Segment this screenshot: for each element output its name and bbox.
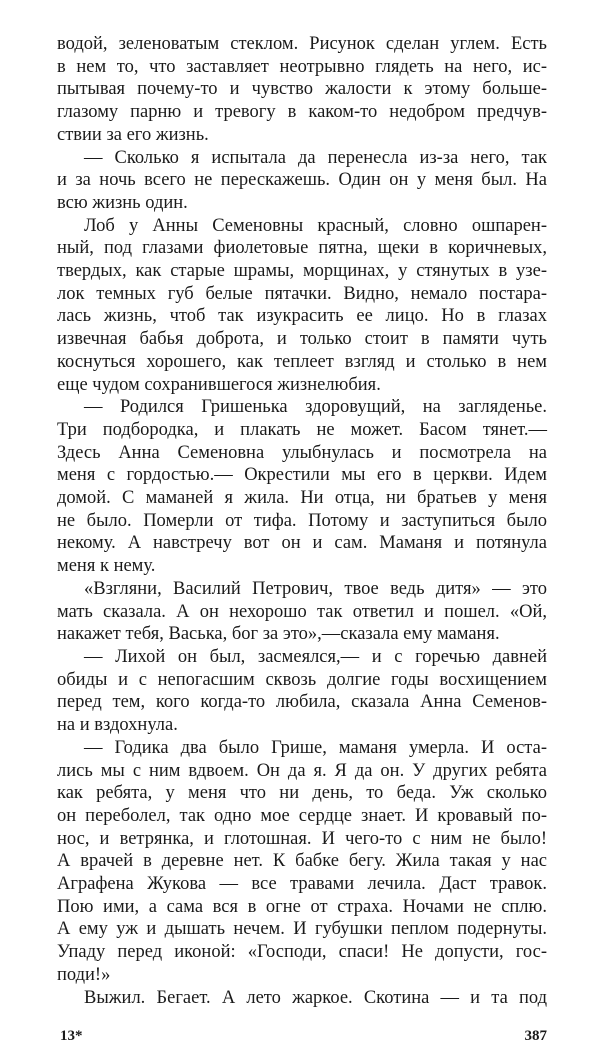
text-line: извечная бабья доброта, и только стоит в памяти чуть [57,329,547,350]
paragraph [57,396,547,578]
text-line: Аграфена Жукова — все травами лечила. Даст травок. [57,874,547,895]
text-line: — Лихой он был, засмеялся,— и с горечью давней [84,646,547,667]
printer-signature-mark: 13* [60,1028,83,1045]
paragraph [57,215,547,397]
text-line: ный, под глазами фиолетовые пятна, щеки в коричневых, [57,238,547,259]
text-line: он переболел, так одно мое сердце знает. И кровавый по- [57,805,547,826]
paragraph [57,147,547,215]
text-line: А ему уж и дышать нечем. И губушки пеплом подернуты. [57,919,547,940]
text-line: Три подбородка, и плакать не может. Басом тянет.— [57,419,547,440]
page-footer [60,1027,547,1045]
text-line: меня к нему. [57,556,156,577]
paragraph [57,646,547,737]
text-line: Выжил. Бегает. А лето жаркое. Скотина — и та под [84,987,547,1008]
text-line: некому. А навстречу вот он и сам. Маманя и потянула [57,533,547,554]
text-line: ствии за его жизнь. [57,124,209,145]
text-line: накажет тебя, Васька, бог за это»,—сказала ему маманя. [57,624,500,645]
text-line: как ребята, у меня что ни день, то беда. Уж сколько [57,783,547,804]
text-line: «Взгляни, Василий Петрович, твое ведь дитя» — это [84,578,547,599]
text-line: — Родился Гришенька здоровущий, на загляденье. [84,397,547,418]
text-line: меня с гордостью.— Окрестили мы его в церкви. Идем [57,465,547,486]
text-line: еще чудом сохранившегося жизнелюбия. [57,374,381,395]
page-body-text [57,0,547,1009]
text-line: Здесь Анна Семеновна улыбнулась и посмотрела на [57,442,547,463]
text-line: поди!» [57,964,111,985]
text-line: Упаду перед иконой: «Господи, спаси! Не допусти, гос- [57,942,547,963]
text-line: Лоб у Анны Семеновны красный, словно ошпарен- [84,215,547,236]
page-number: 387 [524,1028,547,1045]
text-line: — Сколько я испытала да перенесла из-за него, так [84,147,547,168]
text-line: домой. С маманей я жила. Ни отца, ни братьев у меня [57,488,547,509]
paragraph [57,737,547,987]
text-line: — Годика два было Грише, маманя умерла. И оста- [84,737,547,758]
text-line: водой, зеленоватым стеклом. Рисунок сделан углем. Есть [57,34,547,54]
text-line: лись мы с ним вдвоем. Он да я. Я да он. У других ребята [57,760,547,781]
text-line: обиды и с непогасшим сквозь долгие годы восхищением [57,669,547,690]
text-line: мать сказала. А он нехорошо так ответил и пошел. «Ой, [57,601,547,622]
paragraph [57,33,547,147]
text-line: твердых, как старые шрамы, морщинах, у стянутых в узе- [57,261,547,282]
text-line: и за ночь всего не перескажешь. Один он у меня был. На [57,170,547,191]
text-line: всю жизнь один. [57,192,188,213]
text-line: в нем то, что заставляет неотрывно глядеть на него, ис- [57,56,547,77]
paragraph [57,578,547,646]
text-line: А врачей в деревне нет. К бабке бегу. Жила такая у нас [57,851,547,872]
text-line: на и вздохнула. [57,715,178,736]
text-line: Пою ими, а сама вся в огне от страха. Ночами не сплю. [57,896,547,917]
text-line: лок темных губ белые пятачки. Видно, немало постара- [57,283,547,304]
text-line: не было. Померли от тифа. Потому и заступиться было [57,510,547,531]
text-line: перед тем, кого когда-то любила, сказала Анна Семенов- [57,692,547,713]
text-line: глазому парню и тревогу в каком-то недобром предчув- [57,102,547,123]
paragraph [57,987,547,1010]
text-line: пытывая почему-то и чувство жалости к этому больше- [57,79,547,100]
text-line: нос, и ветрянка, и глотошная. И чего-то с ним не было! [57,828,547,849]
text-line: лась жизнь, чтоб так изукрасить ее лицо. Но в глазах [57,306,547,327]
text-line: коснуться хорошего, как теплеет взгляд и столько в нем [57,351,547,372]
